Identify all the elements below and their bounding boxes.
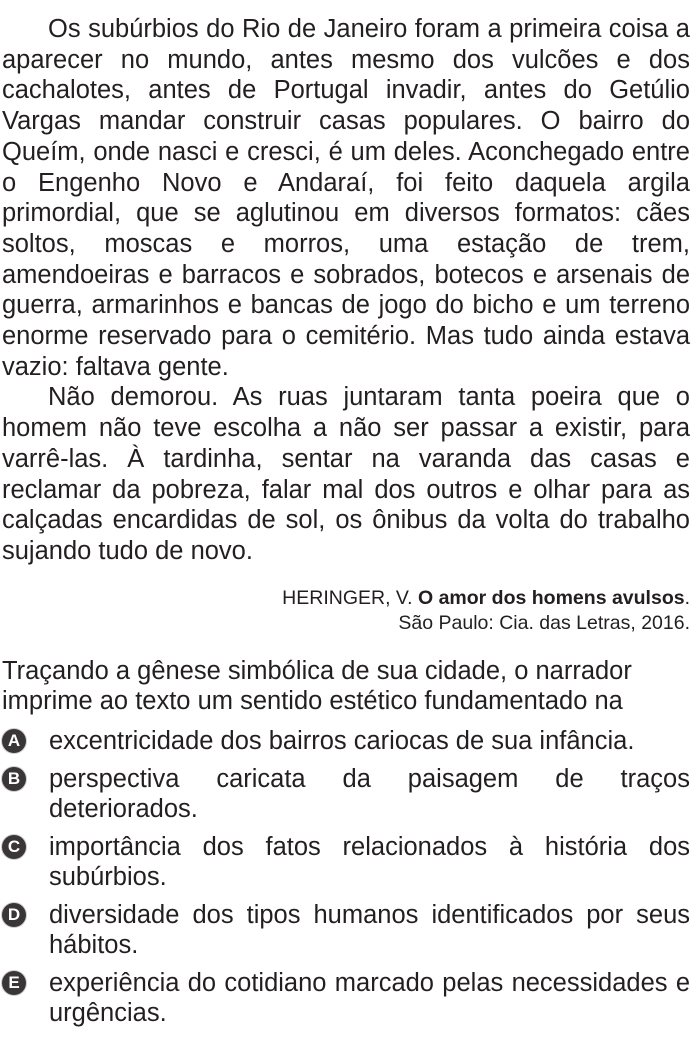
passage-paragraph-1: Os subúrbios do Rio de Janeiro foram a primeira coisa a aparecer no mundo, antes mesmo dos vulcões e dos cachalotes, antes de Portugal invadir, antes do Getúlio Vargas mandar construir casas populares. O bairro do Queím, onde nasci e cresci, é um deles. Aconchegado entre o Engenho Novo e Andaraí, foi feito daquela argila primordial, que se aglutinou em diversos formatos: cães soltos, moscas e morros, uma estação de trem, amendoeiras e barracos e sobrados, botecos e arsenais de guerra, armarinhos e bancas de jogo do bicho e um terreno enorme reservado para o cemitério. Mas tudo ainda estava vazio: faltava gente. [2,15,690,381]
option-text: diversidade dos tipos humanos identificados por seus hábitos. [49,900,690,960]
option-text: experiência do cotidiano marcado pelas necessidades e urgências. [49,968,690,1028]
source-publisher: São Paulo: Cia. das Letras, 2016. [398,611,690,634]
source-author: HERINGER, V. [282,586,413,609]
source-citation [2,586,690,636]
option-text: excentricidade dos bairros cariocas de sua infância. [49,727,635,756]
option-c[interactable] [2,832,690,893]
option-letter-badge: D [2,903,26,927]
option-d[interactable] [2,900,690,961]
source-period: . [684,586,690,609]
answer-options [2,726,690,1029]
question-stem: Traçando a gênese simbólica de sua cidade, o narrador imprime ao texto um sentido estético fundamentado na [2,656,632,716]
option-letter-badge: C [2,835,26,859]
option-letter-badge: A [2,729,26,753]
option-e[interactable] [2,968,690,1029]
literary-passage [2,14,690,567]
passage-paragraph-2: Não demorou. As ruas juntaram tanta poeira que o homem não teve escolha a não ser passar a existir, para varrê-las. À tardinha, sentar na varanda das casas e reclamar da pobreza, falar mal dos outros e olhar para as calçadas encardidas de sol, os ônibus da volta do trabalho sujando tudo de novo. [2,383,690,565]
source-work-title: O amor dos homens avulsos [418,586,685,609]
option-letter-badge: E [2,971,26,995]
option-b[interactable] [2,764,690,825]
option-a[interactable] [2,726,690,757]
option-letter-badge: B [2,767,26,791]
option-text: importância dos fatos relacionados à história dos subúrbios. [49,832,690,892]
option-text: perspectiva caricata da paisagem de traços deteriorados. [49,764,690,824]
